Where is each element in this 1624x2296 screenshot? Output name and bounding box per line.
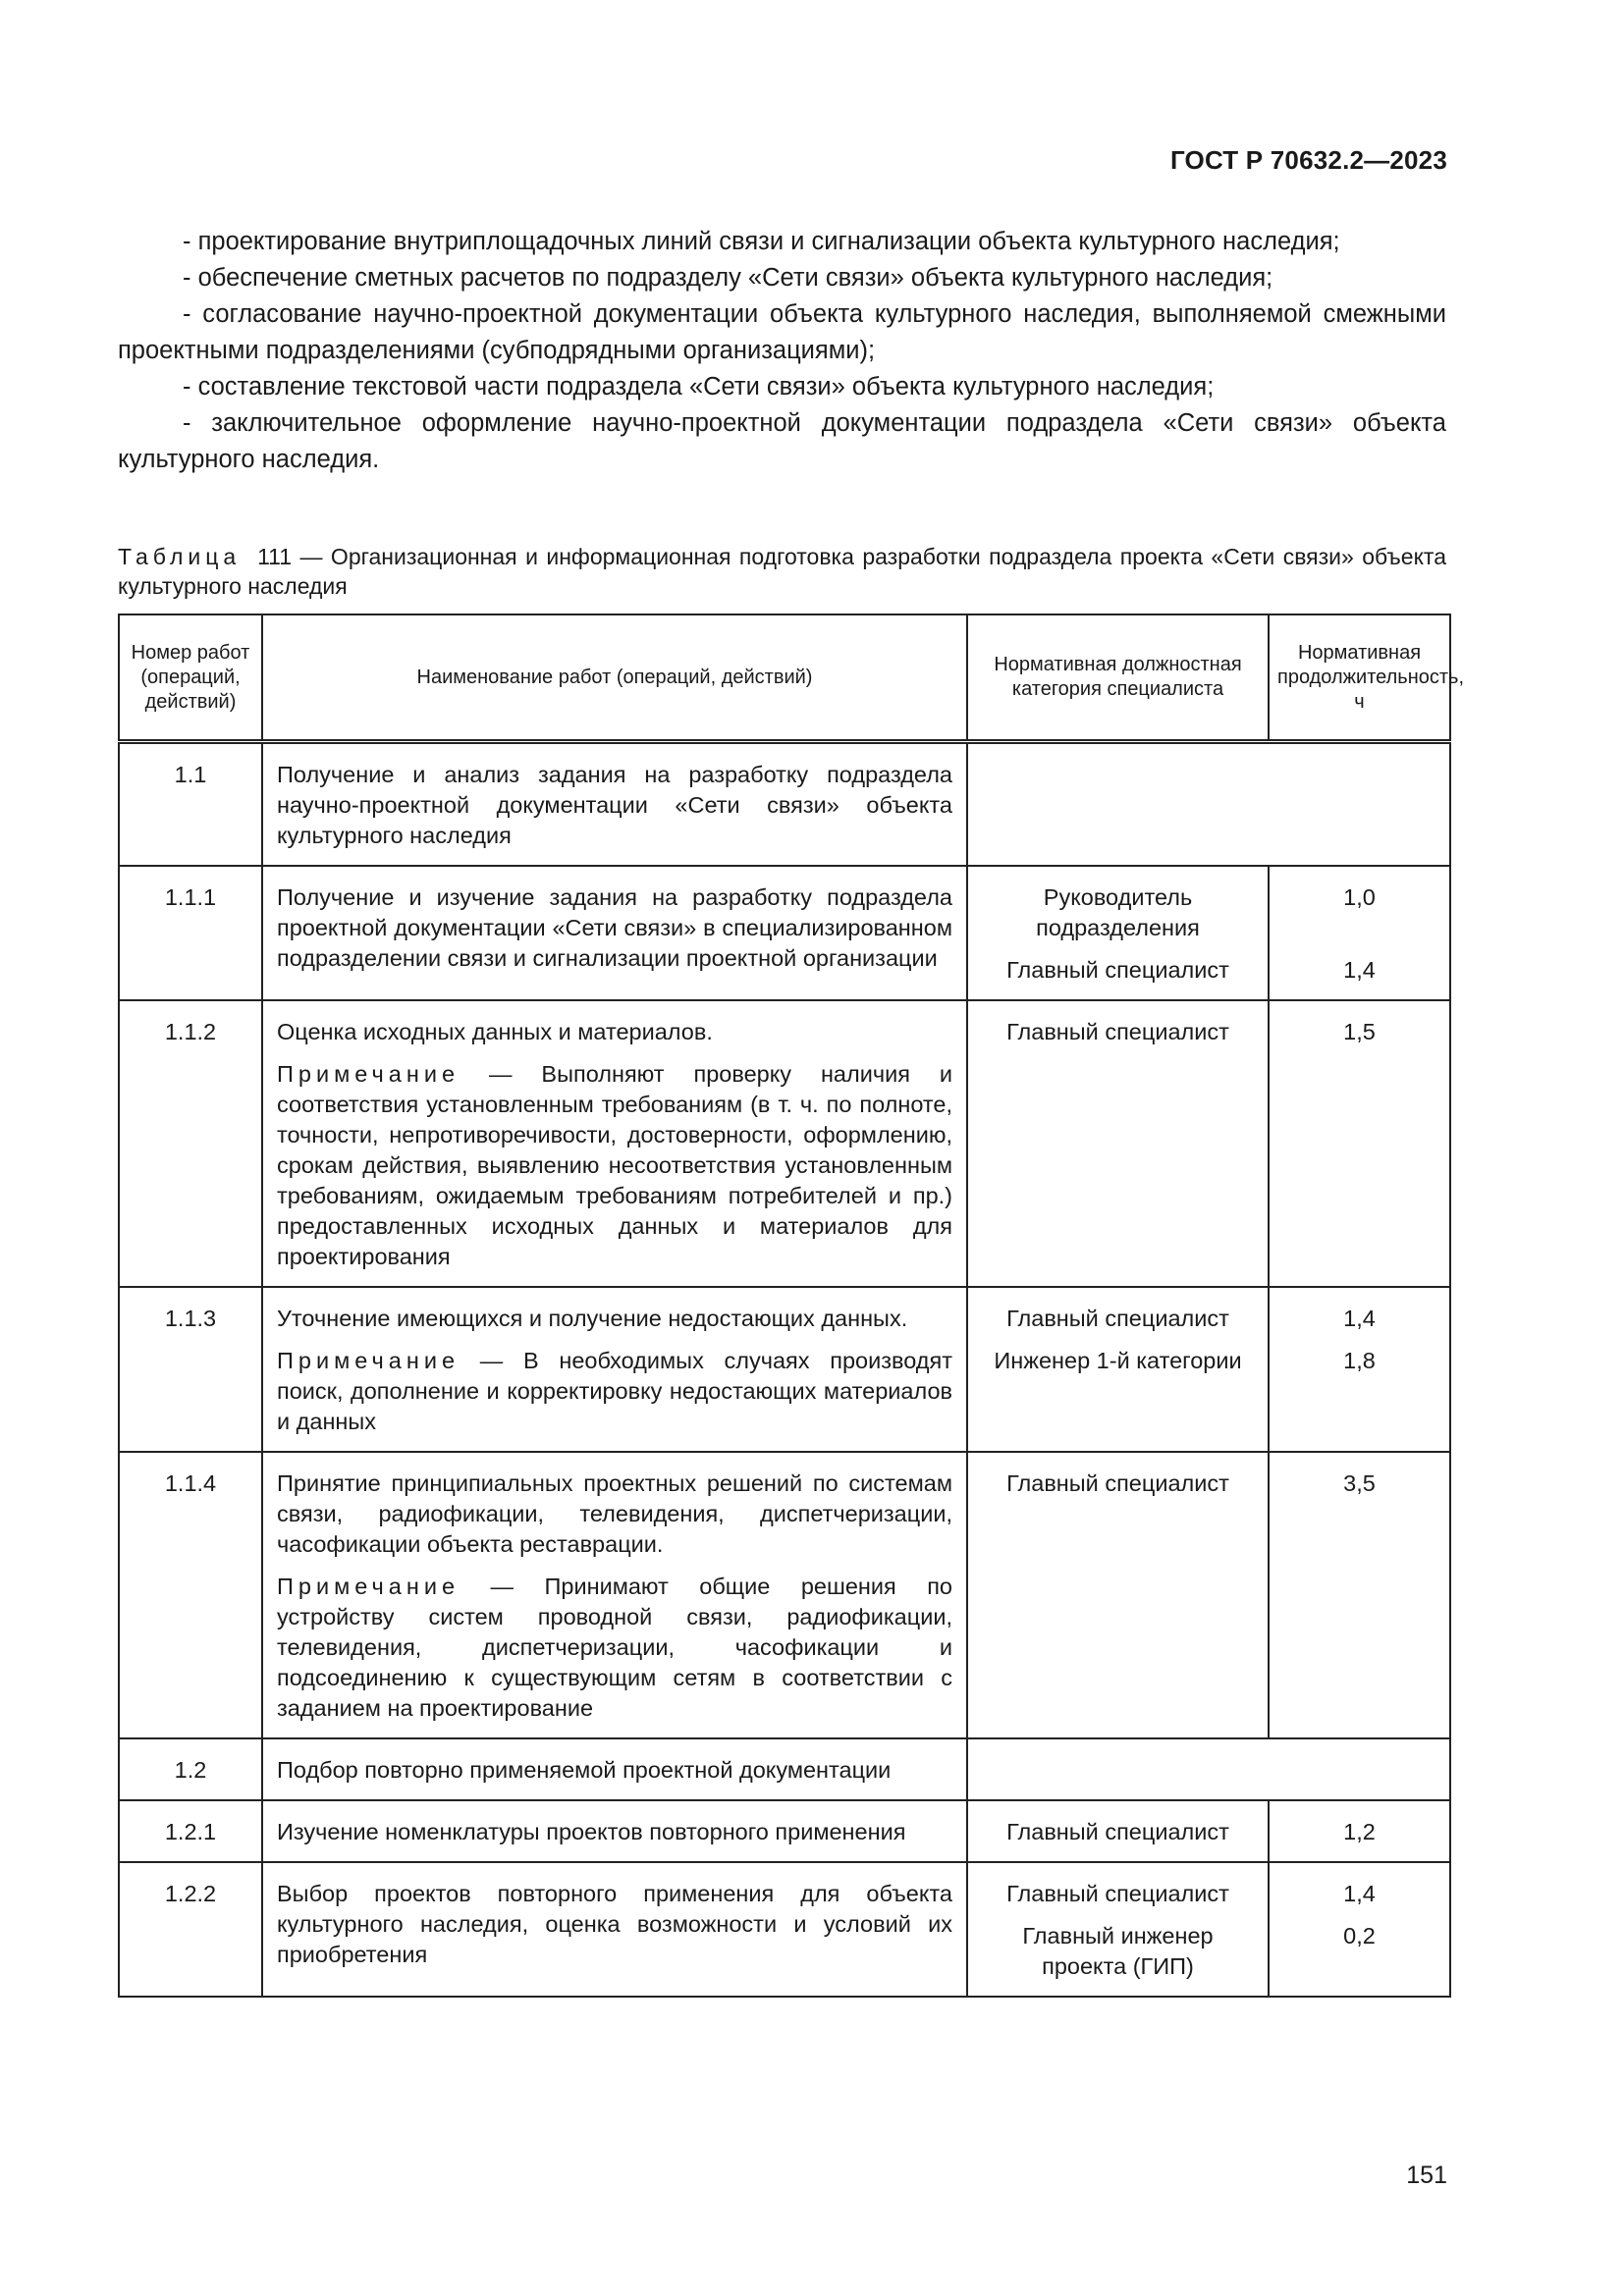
- category-value: Главный инженер проекта (ГИП): [1022, 1923, 1214, 1979]
- row-name-text: Уточнение имеющихся и получение недостающих данных.: [277, 1306, 908, 1331]
- intro-item: - согласование научно-проектной документации объекта культурного наследия, выполняемой смежными проектными подразделениями (субподрядными организациями);: [118, 300, 1446, 364]
- header-name: Наименование работ (операций, действий): [262, 614, 967, 742]
- duration-value: 1,8: [1343, 1348, 1376, 1373]
- table-row: [119, 1287, 1450, 1452]
- row-category: Главный специалист: [967, 1452, 1269, 1738]
- row-name: Подбор повторно применяемой проектной документации: [262, 1738, 967, 1800]
- table-caption: [118, 542, 1446, 601]
- category-value: Руководитель подразделения: [1036, 884, 1200, 940]
- row-name: [262, 1287, 967, 1452]
- table-row: [119, 1452, 1450, 1738]
- row-num: 1.1.1: [119, 866, 262, 1000]
- note-label: Примечание: [277, 1574, 460, 1599]
- note-label: Примечание: [277, 1061, 460, 1087]
- intro-list: [118, 224, 1446, 478]
- row-name: Получение и анализ задания на разработку подраздела научно-проектной документации «Сети связи» объекта культурного наследия: [262, 742, 967, 867]
- row-num: 1.2.2: [119, 1862, 262, 1997]
- row-category: [967, 866, 1269, 1000]
- row-duration: [1269, 1287, 1450, 1452]
- row-num: 1.1.2: [119, 1000, 262, 1287]
- norms-table: [118, 614, 1464, 1998]
- standard-designation: ГОСТ Р 70632.2—2023: [1169, 145, 1447, 175]
- row-duration: [1269, 866, 1450, 1000]
- row-empty: [967, 1738, 1450, 1800]
- duration-value: 1,4: [1343, 1881, 1376, 1906]
- table-header-row: [119, 614, 1450, 742]
- table-caption-label: Таблица: [118, 544, 242, 569]
- row-name: Изучение номенклатуры проектов повторного применения: [262, 1800, 967, 1862]
- note-text: — Выполняют проверку наличия и соответствия установленным требованиям (в т. ч. по полноте, точности, непротиворечивости, достоверности, оформлению, срокам действия, выявлению несоответствия установленным требованиям, ожидаемым требованиям потребителей и пр.) предоставленных исходных данных и материалов для проектирования: [277, 1061, 952, 1269]
- note-text: — Принимают общие решения по устройству систем проводной связи, радиофикации, телевидения, диспетчеризации, часофикации и подсоединению к существующим сетям в соответствии с заданием на проектирование: [277, 1574, 952, 1721]
- page-number: 151: [1406, 2162, 1447, 2189]
- table-row: [119, 1800, 1450, 1862]
- note-text: — В необходимых случаях производят поиск, дополнение и корректировку недостающих материалов и данных: [277, 1348, 952, 1434]
- row-name-text: Принятие принципиальных проектных решений по системам связи, радиофикации, телевидения, диспетчеризации, часофикации объекта реставрации.: [277, 1470, 952, 1557]
- row-empty: [967, 742, 1450, 867]
- row-num: 1.1.3: [119, 1287, 262, 1452]
- category-value: Главный специалист: [1006, 957, 1229, 983]
- note-label: Примечание: [277, 1348, 460, 1373]
- table-row: [119, 742, 1450, 867]
- table-caption-text: 111 — Организационная и информационная подготовка разработки подраздела проекта «Сети связи» объекта культурного наследия: [118, 544, 1446, 599]
- table-row: [119, 1862, 1450, 1997]
- row-note: [277, 1059, 952, 1272]
- row-duration: 3,5: [1269, 1452, 1450, 1738]
- row-name: Получение и изучение задания на разработку подраздела проектной документации «Сети связи» в специализированном подразделении связи и сигнализации проектной организации: [262, 866, 967, 1000]
- row-name-text: Оценка исходных данных и материалов.: [277, 1019, 713, 1044]
- row-name: [262, 1000, 967, 1287]
- row-num: 1.1.4: [119, 1452, 262, 1738]
- row-name: [262, 1452, 967, 1738]
- intro-item: - заключительное оформление научно-проектной документации подраздела «Сети связи» объекта культурного наследия.: [118, 409, 1446, 473]
- category-value: Главный специалист: [1006, 1881, 1229, 1906]
- row-num: 1.2: [119, 1738, 262, 1800]
- row-duration: 1,5: [1269, 1000, 1450, 1287]
- intro-item: - обеспечение сметных расчетов по подразделу «Сети связи» объекта культурного наследия;: [183, 264, 1273, 292]
- duration-value: 1,0: [1343, 884, 1376, 910]
- row-category: [967, 1862, 1269, 1997]
- row-num: 1.1: [119, 742, 262, 867]
- header-duration: Нормативная продолжительность, ч: [1269, 614, 1450, 742]
- row-num: 1.2.1: [119, 1800, 262, 1862]
- duration-value: 1,4: [1343, 957, 1376, 983]
- intro-item: - составление текстовой части подраздела «Сети связи» объекта культурного наследия;: [183, 373, 1215, 400]
- row-duration: 1,2: [1269, 1800, 1450, 1862]
- duration-value: 1,4: [1343, 1306, 1376, 1331]
- category-value: Главный специалист: [1006, 1306, 1229, 1331]
- table-row: [119, 1000, 1450, 1287]
- duration-value: 0,2: [1343, 1923, 1376, 1949]
- category-value: Инженер 1-й категории: [994, 1348, 1242, 1373]
- row-category: Главный специалист: [967, 1000, 1269, 1287]
- row-note: [277, 1572, 952, 1724]
- header-num: Номер работ (операций, действий): [119, 614, 262, 742]
- row-category: [967, 1287, 1269, 1452]
- row-name: Выбор проектов повторного применения для объекта культурного наследия, оценка возможности и условий их приобретения: [262, 1862, 967, 1997]
- intro-item: - проектирование внутриплощадочных линий связи и сигнализации объекта культурного наследия;: [183, 228, 1340, 255]
- row-category: Главный специалист: [967, 1800, 1269, 1862]
- header-category: Нормативная должностная категория специалиста: [967, 614, 1269, 742]
- table-row: [119, 866, 1450, 1000]
- table-row: [119, 1738, 1450, 1800]
- row-note: [277, 1346, 952, 1437]
- row-duration: [1269, 1862, 1450, 1997]
